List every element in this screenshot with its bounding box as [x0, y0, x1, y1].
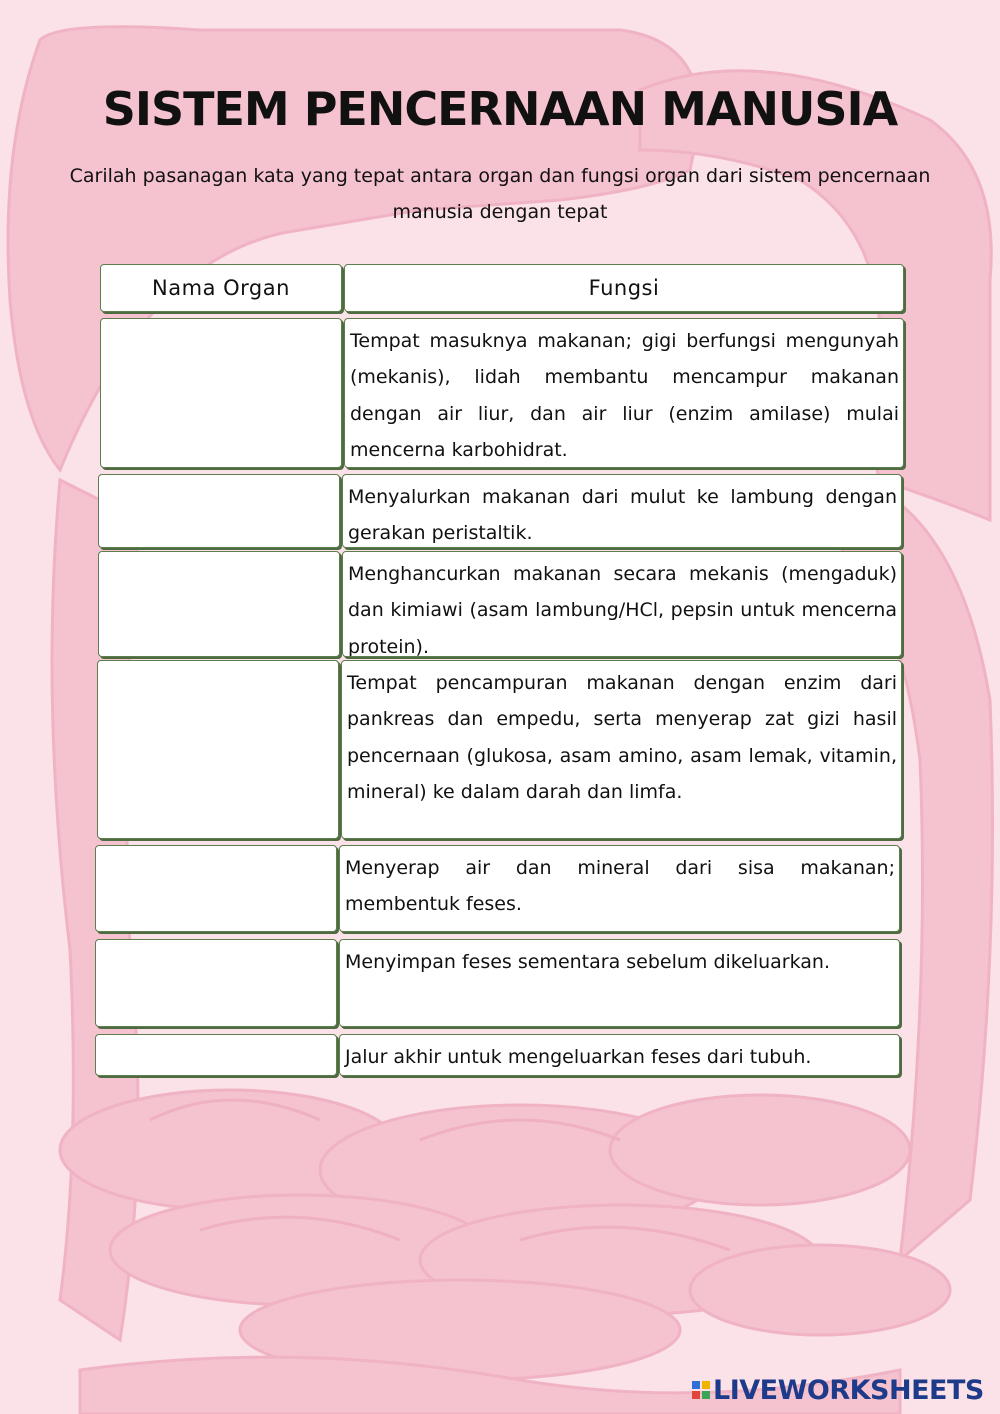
organ-function-text: Tempat masuknya makanan; gigi berfungsi mengunyah (mekanis), lidah membantu mencampur makanan dengan air liur, dan air liur (enzim amilase) mulai mencerna karbohidrat. — [344, 318, 904, 468]
organ-function-text: Tempat pencampuran makanan dengan enzim dari pankreas dan empedu, serta menyerap zat gizi hasil pencernaan (glukosa, asam amino, asam lemak, vitamin, mineral) ke dalam darah dan limfa. — [341, 660, 902, 839]
organ-function-text: Jalur akhir untuk mengeluarkan feses dari tubuh. — [339, 1034, 900, 1076]
organ-answer-box[interactable] — [95, 845, 337, 932]
organ-answer-box[interactable] — [98, 474, 340, 548]
worksheet-title: SISTEM PENCERNAAN MANUSIA — [102, 82, 898, 136]
organ-function-text: Menyimpan feses sementara sebelum dikeluarkan. — [339, 939, 900, 1027]
organ-function-text: Menyalurkan makanan dari mulut ke lambung dengan gerakan peristaltik. — [342, 474, 902, 548]
liveworksheets-logo[interactable] — [692, 1374, 984, 1406]
header-organ-name: Nama Organ — [100, 264, 342, 312]
liveworksheets-logo-icon — [692, 1381, 710, 1399]
organ-answer-box[interactable] — [95, 939, 337, 1027]
worksheet-instruction: Carilah pasanagan kata yang tepat antara organ dan fungsi organ dari sistem pencernaan manusia dengan tepat — [69, 165, 931, 223]
header-function: Fungsi — [344, 264, 904, 312]
organ-function-text: Menyerap air dan mineral dari sisa makanan; membentuk feses. — [339, 845, 900, 932]
organ-answer-box[interactable] — [97, 660, 339, 839]
organ-function-text: Menghancurkan makanan secara mekanis (mengaduk) dan kimiawi (asam lambung/HCl, pepsin untuk mencerna protein). — [342, 551, 902, 657]
liveworksheets-logo-text: LIVEWORKSHEETS — [713, 1374, 984, 1406]
organ-answer-box[interactable] — [95, 1034, 337, 1076]
organ-answer-box[interactable] — [98, 551, 340, 657]
organ-answer-box[interactable] — [100, 318, 342, 468]
